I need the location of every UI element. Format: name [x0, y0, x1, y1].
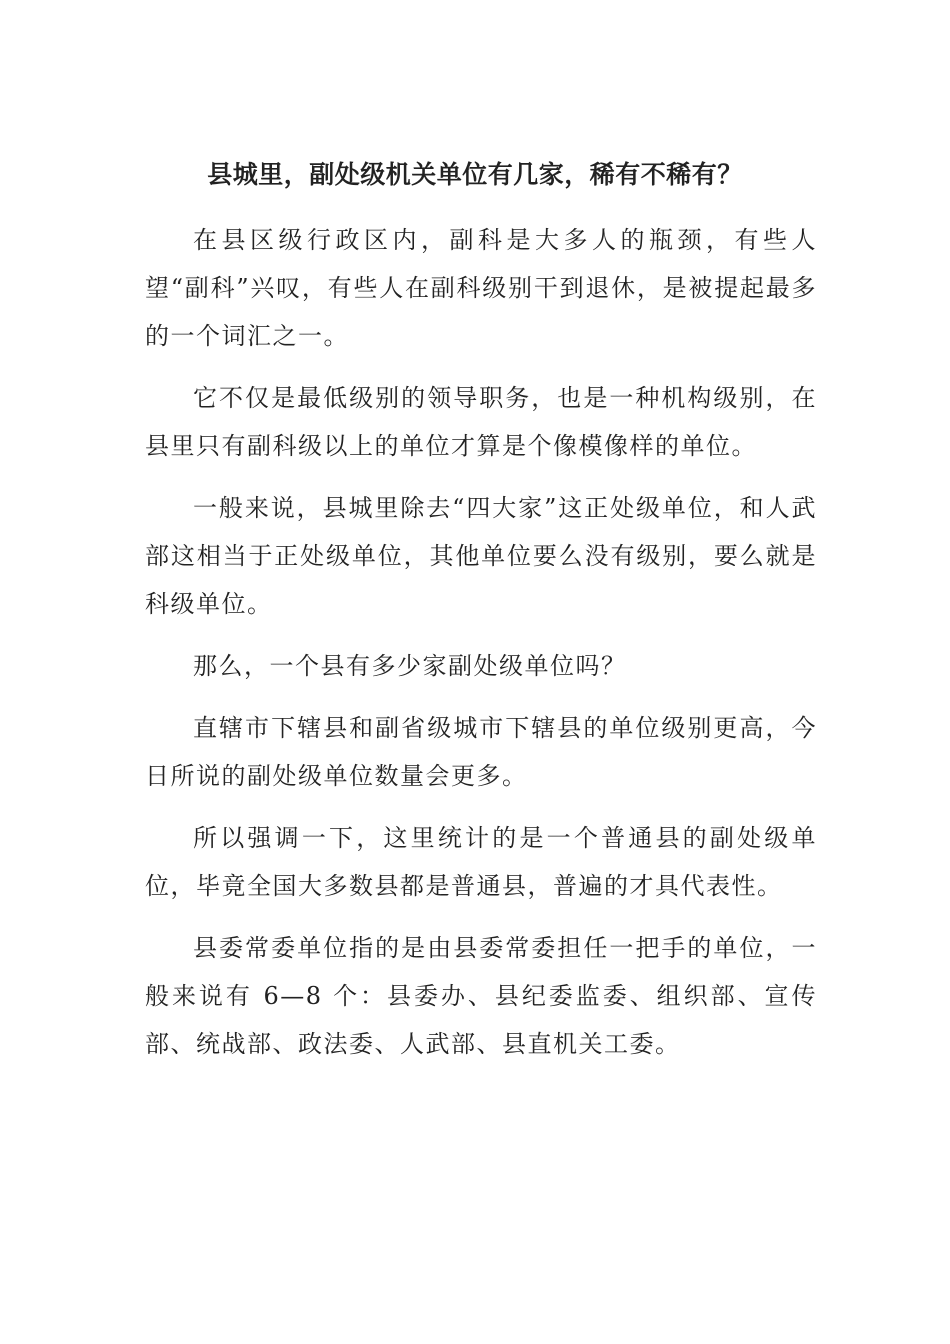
paragraph-6: 所以强调一下，这里统计的是一个普通县的副处级单位，毕竟全国大多数县都是普通县，普遍的才具代表性。 [145, 824, 817, 900]
paragraph-4: 那么，一个县有多少家副处级单位吗？ [193, 652, 627, 680]
paragraph-7: 县委常委单位指的是由县委常委担任一把手的单位，一般来说有 6—8 个：县委办、县纪委监委、组织部、宣传部、统战部、政法委、人武部、县直机关工委。 [145, 934, 817, 1058]
paragraph-2: 它不仅是最低级别的领导职务，也是一种机构级别，在县里只有副科级以上的单位才算是个像模像样的单位。 [145, 384, 817, 460]
paragraph-3: 一般来说，县城里除去“四大家”这正处级单位，和人武部这相当于正处级单位，其他单位要么没有级别，要么就是科级单位。 [145, 494, 817, 618]
paragraph-5: 直辖市下辖县和副省级城市下辖县的单位级别更高，今日所说的副处级单位数量会更多。 [145, 714, 817, 790]
paragraph-1: 在县区级行政区内，副科是大多人的瓶颈，有些人望“副科”兴叹，有些人在副科级别干到退休，是被提起最多的一个词汇之一。 [145, 226, 817, 350]
document-title: 县城里，副处级机关单位有几家，稀有不稀有？ [207, 160, 743, 189]
document-body [145, 216, 817, 1082]
